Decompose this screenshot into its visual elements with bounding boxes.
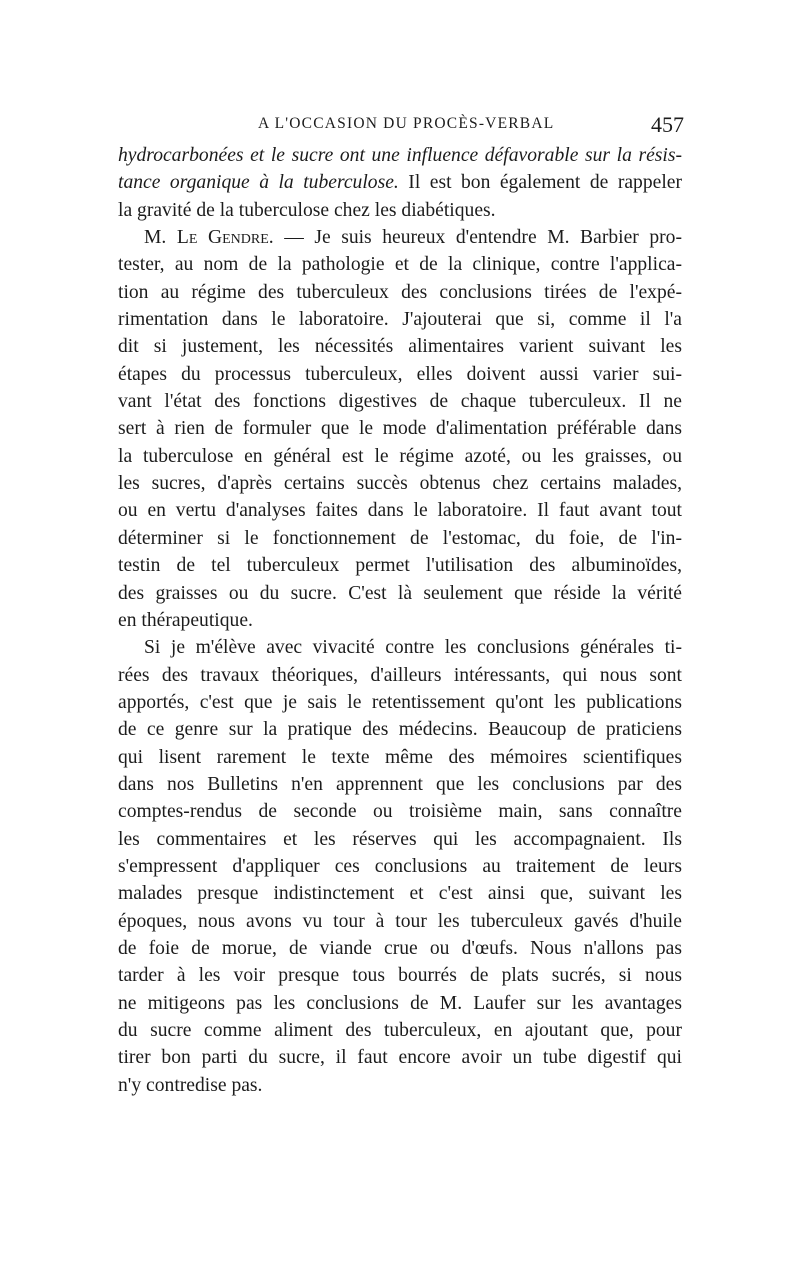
paragraph: [118, 142, 682, 224]
text-line: [118, 306, 682, 333]
paragraph: [118, 634, 682, 1099]
text-line: [118, 333, 682, 360]
text-line: [118, 1017, 682, 1044]
text-line: [118, 279, 682, 306]
text-run: testin de tel tuberculeux permet l'utilisation des albuminoïdes,: [118, 555, 682, 577]
text-line: [118, 634, 682, 661]
body-text: [118, 142, 682, 1099]
text-line: [118, 1072, 682, 1099]
text-line: [118, 935, 682, 962]
text-run: des graisses ou du sucre. C'est là seulement que réside la vérité: [118, 582, 682, 604]
text-run: rées des travaux théoriques, d'ailleurs intéressants, qui nous sont: [118, 664, 682, 686]
text-run: n'y contredise pas.: [118, 1074, 263, 1096]
text-line: [118, 908, 682, 935]
book-page: [118, 112, 682, 1099]
paragraph: [118, 224, 682, 634]
text-line: [118, 443, 682, 470]
text-run: vant l'état des fonctions digestives de chaque tuberculeux. Il ne: [118, 391, 682, 413]
text-line: [118, 990, 682, 1017]
text-line: [118, 251, 682, 278]
text-line: [118, 689, 682, 716]
text-line: [118, 880, 682, 907]
text-run: déterminer si le fonctionnement de l'estomac, du foie, de l'in-: [118, 527, 682, 549]
text-run: les commentaires et les réserves qui les accompagnaient. Ils: [118, 828, 682, 850]
text-run: en thérapeutique.: [118, 609, 253, 631]
text-line: [118, 580, 682, 607]
text-line: [118, 662, 682, 689]
text-run: tester, au nom de la pathologie et de la clinique, contre l'applica-: [118, 254, 682, 276]
text-run: apportés, c'est que je sais le retentissement qu'ont les publications: [118, 691, 682, 713]
text-line: [118, 224, 682, 251]
text-run: les sucres, d'après certains succès obtenus chez certains malades,: [118, 473, 682, 495]
text-line: [118, 798, 682, 825]
text-line: [118, 470, 682, 497]
text-run: . — Je suis heureux d'entendre M. Barbier pro-: [268, 227, 682, 249]
text-line: [118, 962, 682, 989]
text-line: [118, 744, 682, 771]
text-line: [118, 552, 682, 579]
text-run: tion au régime des tuberculeux des conclusions tirées de l'expé-: [118, 281, 682, 303]
text-line: [118, 853, 682, 880]
text-line: [118, 361, 682, 388]
text-run: Le Gendre: [176, 227, 269, 249]
text-line: [118, 169, 682, 196]
text-line: [118, 826, 682, 853]
text-run: tirer bon parti du sucre, il faut encore avoir un tube digestif qui: [118, 1047, 682, 1069]
text-run: Si je m'élève avec vivacité contre les conclusions générales ti-: [144, 637, 682, 659]
text-run: de foie de morue, de viande crue ou d'œufs. Nous n'allons pas: [118, 937, 682, 959]
text-run: époques, nous avons vu tour à tour les tuberculeux gavés d'huile: [118, 910, 682, 932]
text-line: [118, 1044, 682, 1071]
text-run: tarder à les voir presque tous bourrés de plats sucrés, si nous: [118, 965, 682, 987]
text-run: dans nos Bulletins n'en apprennent que les conclusions par des: [118, 773, 682, 795]
text-run: la tuberculose en général est le régime azoté, ou les graisses, ou: [118, 445, 682, 467]
text-line: [118, 415, 682, 442]
text-run: étapes du processus tuberculeux, elles doivent aussi varier sui-: [118, 363, 682, 385]
text-run: ne mitigeons pas les conclusions de M. Laufer sur les avantages: [118, 992, 682, 1014]
text-run: Il est bon également de rappeler: [398, 172, 683, 194]
page-number: 457: [651, 112, 684, 137]
text-run: hydrocarbonées et le sucre ont une influence défavorable sur la résis-: [118, 145, 682, 166]
text-run: comptes-rendus de seconde ou troisième main, sans connaître: [118, 801, 682, 823]
text-line: [118, 607, 682, 634]
text-line: [118, 497, 682, 524]
text-run: dit si justement, les nécessités alimentaires varient suivant les: [118, 336, 682, 358]
text-run: M.: [144, 227, 177, 249]
running-head: [118, 112, 682, 142]
text-run: ou en vertu d'analyses faites dans le laboratoire. Il faut avant tout: [118, 500, 682, 522]
text-run: de ce genre sur la pratique des médecins. Beaucoup de praticiens: [118, 719, 682, 741]
text-run: malades presque indistinctement et c'est ainsi que, suivant les: [118, 883, 682, 905]
running-title: A L'OCCASION DU PROCÈS-VERBAL: [258, 115, 555, 132]
text-run: la gravité de la tuberculose chez les diabétiques.: [118, 199, 496, 221]
text-line: [118, 142, 682, 169]
text-run: rimentation dans le laboratoire. J'ajouterai que si, comme il l'a: [118, 309, 682, 331]
text-run: s'empressent d'appliquer ces conclusions au traitement de leurs: [118, 855, 682, 877]
text-line: [118, 525, 682, 552]
text-run: du sucre comme aliment des tuberculeux, en ajoutant que, pour: [118, 1020, 682, 1041]
text-run: tance organique à la tuberculose.: [118, 172, 399, 194]
text-run: qui lisent rarement le texte même des mémoires scientifiques: [118, 746, 682, 768]
text-line: [118, 716, 682, 743]
text-run: sert à rien de formuler que le mode d'alimentation préférable dans: [118, 418, 682, 440]
text-line: [118, 197, 682, 224]
text-line: [118, 388, 682, 415]
text-line: [118, 771, 682, 798]
